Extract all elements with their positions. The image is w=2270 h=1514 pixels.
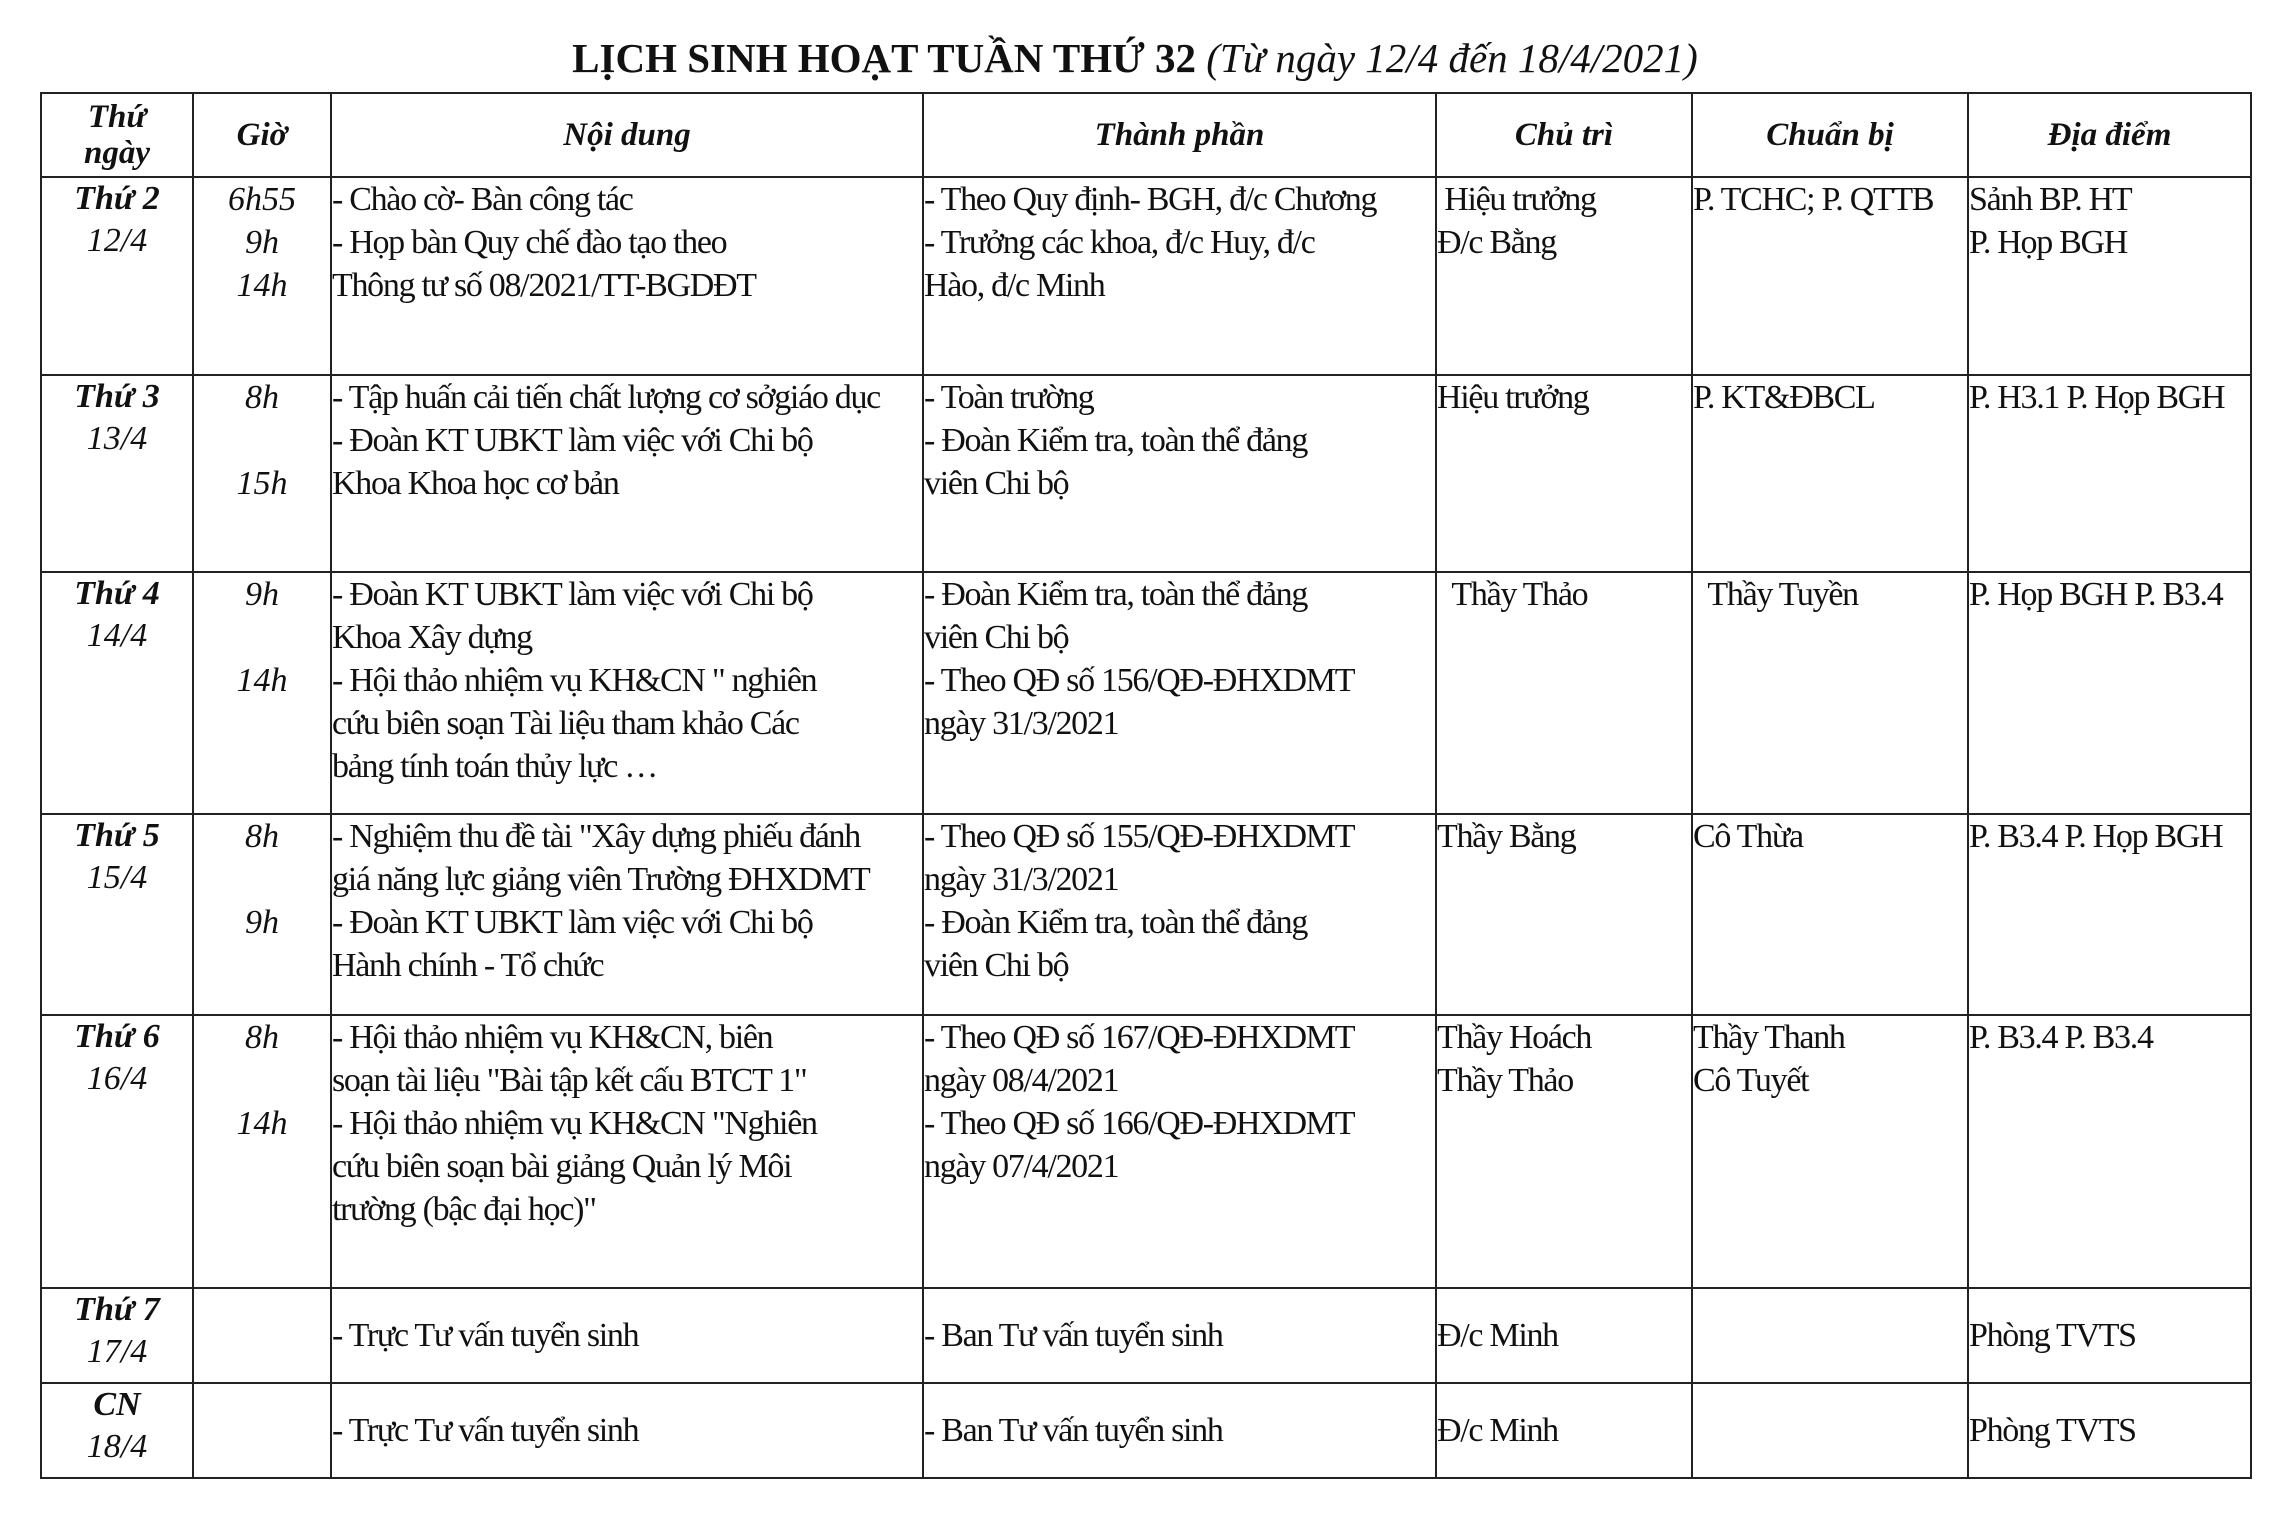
location-line: Phòng TVTS bbox=[1969, 1317, 2136, 1354]
time-line: 6h55 bbox=[228, 181, 296, 218]
location-line bbox=[2153, 1016, 2160, 1059]
chair-line bbox=[1583, 815, 1590, 858]
prepare-line: Cô Tuyết bbox=[1693, 1062, 1809, 1099]
time-line: 15h bbox=[236, 465, 288, 502]
location-line: P. B3.4 bbox=[1969, 818, 2058, 855]
content-cell bbox=[331, 814, 923, 1015]
time-line bbox=[194, 1145, 330, 1188]
day-cell bbox=[41, 1015, 193, 1288]
day-date: 17/4 bbox=[86, 1333, 148, 1370]
participants-line: - Ban Tư vấn tuyển sinh bbox=[924, 1317, 1223, 1354]
day-cell bbox=[41, 1288, 193, 1383]
chair-line bbox=[1588, 376, 1595, 419]
chair-cell bbox=[1436, 177, 1692, 375]
time-cell bbox=[193, 814, 331, 1015]
chair-line bbox=[1580, 1059, 1587, 1102]
day-cell bbox=[41, 375, 193, 572]
prepare-line bbox=[1803, 815, 1810, 858]
location-line: Sảnh B bbox=[1969, 181, 2061, 218]
header-day bbox=[41, 93, 193, 177]
chair-line bbox=[1573, 1059, 1580, 1102]
location-cell bbox=[1968, 375, 2251, 572]
schedule-row bbox=[41, 814, 2251, 1015]
location-line: P. B3.4 bbox=[2064, 1019, 2153, 1056]
prepare-line bbox=[1817, 815, 1824, 858]
day-cell bbox=[41, 1383, 193, 1478]
prepare-line bbox=[1865, 573, 1872, 616]
chair-line bbox=[1595, 573, 1602, 616]
chair-cell bbox=[1436, 1288, 1692, 1383]
time-cell bbox=[193, 177, 331, 375]
prepare-cell bbox=[1692, 1288, 1968, 1383]
prepare-line: Thầy Tuyền bbox=[1707, 576, 1858, 613]
day-date: 13/4 bbox=[86, 420, 148, 457]
prepare-line bbox=[1700, 573, 1707, 616]
content-line: giáo dục bbox=[774, 379, 880, 416]
content-line: cứu biên soạn bài giảng Quản lý Môi bbox=[332, 1148, 792, 1185]
time-line bbox=[194, 616, 330, 659]
location-line: P. Họp BGH bbox=[2066, 379, 2225, 416]
chair-cell bbox=[1436, 375, 1692, 572]
header-day-line1: Thứ bbox=[87, 99, 147, 135]
time-cell bbox=[193, 572, 331, 814]
schedule-title bbox=[0, 30, 2270, 86]
day-date: 18/4 bbox=[86, 1428, 148, 1465]
time-line bbox=[194, 1314, 330, 1357]
location-cell bbox=[1968, 1015, 2251, 1288]
location-cell bbox=[1968, 1288, 2251, 1383]
location-line bbox=[2160, 1016, 2167, 1059]
participants-cell bbox=[923, 572, 1436, 814]
day-name: CN bbox=[93, 1386, 141, 1423]
location-line: P. B3.4 bbox=[2134, 576, 2223, 613]
prepare-line bbox=[1933, 178, 1940, 221]
time-line: 14h bbox=[236, 662, 288, 699]
header-day-line2: ngày bbox=[84, 135, 150, 171]
prepare-line bbox=[1693, 573, 1700, 616]
schedule-row bbox=[41, 572, 2251, 814]
time-line bbox=[194, 505, 330, 548]
time-line bbox=[194, 1409, 330, 1452]
prepare-cell bbox=[1692, 814, 1968, 1015]
schedule-row bbox=[41, 1015, 2251, 1288]
time-cell bbox=[193, 1015, 331, 1288]
chair-line: Đ/c Bằng bbox=[1437, 224, 1556, 261]
location-line: P. HT bbox=[2060, 181, 2132, 218]
prepare-line bbox=[1693, 1409, 1700, 1452]
participants-line: Hào, đ/c Minh bbox=[924, 267, 1105, 304]
participants-line: ngày 07/4/2021 bbox=[924, 1148, 1119, 1185]
chair-line bbox=[1437, 178, 1444, 221]
content-line: - Trực Tư vấn tuyển sinh bbox=[332, 1317, 639, 1354]
participants-line: - Theo QĐ số 167/QĐ-ĐHXDMT bbox=[924, 1019, 1355, 1056]
content-line: bảng tính toán thủy lực … bbox=[332, 748, 657, 785]
prepare-line: Cô Thừa bbox=[1693, 818, 1803, 855]
chair-line bbox=[1590, 815, 1597, 858]
content-line: cứu biên soạn Tài liệu tham khảo Các bbox=[332, 705, 799, 742]
participants-cell bbox=[923, 1383, 1436, 1478]
participants-line: - Ban Tư vấn tuyển sinh bbox=[924, 1412, 1223, 1449]
chair-line: Hiệu trưởng bbox=[1437, 379, 1589, 416]
content-line: - Đoàn KT UBKT làm việc với Chi bộ bbox=[332, 576, 813, 613]
day-cell bbox=[41, 814, 193, 1015]
chair-cell bbox=[1436, 1383, 1692, 1478]
time-line bbox=[194, 307, 330, 350]
location-line bbox=[2127, 573, 2134, 616]
location-line: P. B3.4 bbox=[1969, 1019, 2058, 1056]
day-date: 12/4 bbox=[86, 222, 148, 259]
location-line: P. Họp BGH bbox=[1969, 576, 2127, 613]
content-line: Khoa Khoa học cơ bản bbox=[332, 465, 619, 502]
content-cell bbox=[331, 375, 923, 572]
time-line bbox=[194, 702, 330, 745]
prepare-line bbox=[1845, 1016, 1852, 1059]
participants-line bbox=[1093, 376, 1100, 419]
chair-line: Đ/c Minh bbox=[1437, 1412, 1558, 1449]
prepare-line bbox=[1693, 1314, 1700, 1357]
location-line bbox=[2222, 573, 2229, 616]
title-main: LỊCH SINH HOẠT TUẦN THỨ 32 bbox=[572, 35, 1197, 81]
prepare-cell bbox=[1692, 572, 1968, 814]
location-line bbox=[2230, 573, 2237, 616]
chair-line bbox=[1437, 573, 1444, 616]
participants-line bbox=[1118, 702, 1125, 745]
time-line bbox=[194, 858, 330, 901]
location-line: P. Họp BGH bbox=[2064, 818, 2223, 855]
chair-line: Thầy Bằng bbox=[1437, 818, 1576, 855]
participants-line: ngày 08/4/2021 bbox=[924, 1062, 1119, 1099]
chair-line bbox=[1575, 815, 1582, 858]
day-cell bbox=[41, 177, 193, 375]
content-line: - Trực Tư vấn tuyển sinh bbox=[332, 1412, 639, 1449]
time-line: 14h bbox=[236, 267, 288, 304]
prepare-line bbox=[1808, 1059, 1815, 1102]
participants-line: viên Chi bộ bbox=[924, 947, 1069, 984]
location-line bbox=[2057, 815, 2064, 858]
schedule-row bbox=[41, 1288, 2251, 1383]
time-line: 8h bbox=[245, 1019, 279, 1056]
content-line: trường (bậc đại học)" bbox=[332, 1191, 596, 1228]
title-date-range: (Từ ngày 12/4 đến 18/4/2021) bbox=[1206, 35, 1698, 81]
location-line bbox=[2222, 815, 2229, 858]
participants-line: - Theo QĐ số 156/QĐ-ĐHXDMT bbox=[924, 662, 1355, 699]
prepare-line bbox=[1889, 376, 1896, 419]
content-cell bbox=[331, 1015, 923, 1288]
participants-cell bbox=[923, 1015, 1436, 1288]
schedule-row bbox=[41, 375, 2251, 572]
location-line: P. Họp BGH bbox=[1969, 224, 2127, 261]
content-line: - Hội thảo nhiệm vụ KH&CN " nghiên bbox=[332, 662, 817, 699]
chair-line: Thầy Thảo bbox=[1437, 1062, 1573, 1099]
time-cell bbox=[193, 1288, 331, 1383]
time-line bbox=[194, 1059, 330, 1102]
time-cell bbox=[193, 375, 331, 572]
participants-line: - Đoàn Kiểm tra, toàn thể đảng bbox=[924, 904, 1308, 941]
chair-line bbox=[1556, 221, 1563, 264]
location-line bbox=[2059, 376, 2066, 419]
time-cell bbox=[193, 1383, 331, 1478]
time-line bbox=[194, 419, 330, 462]
chair-line: Hiệu trưởng bbox=[1444, 181, 1596, 218]
prepare-line bbox=[1875, 376, 1882, 419]
content-line: - Tập huấn cải tiến chất lượng cơ sở bbox=[332, 379, 775, 416]
prepare-line bbox=[1858, 573, 1865, 616]
participants-line: ngày 31/3/2021 bbox=[924, 861, 1119, 898]
participants-line: - BGH, đ/c Chương bbox=[1129, 181, 1377, 218]
participants-line: - Toàn trường bbox=[924, 379, 1094, 416]
prepare-line: Thầy Thanh bbox=[1693, 1019, 1845, 1056]
participants-line: viên Chi bộ bbox=[924, 465, 1069, 502]
prepare-cell bbox=[1692, 1015, 1968, 1288]
location-cell bbox=[1968, 1383, 2251, 1478]
schedule-row bbox=[41, 1383, 2251, 1478]
chair-line bbox=[1591, 1016, 1598, 1059]
day-date: 14/4 bbox=[86, 617, 148, 654]
day-cell bbox=[41, 572, 193, 814]
day-name: Thứ 6 bbox=[74, 1018, 160, 1055]
chair-line: Thầy Thảo bbox=[1451, 576, 1588, 613]
content-cell bbox=[331, 177, 923, 375]
chair-line bbox=[1587, 573, 1594, 616]
participants-line: - Đoàn Kiểm tra, toàn thể đảng bbox=[924, 576, 1308, 613]
content-line: - Họp bàn Quy chế đào tạo theo bbox=[332, 224, 727, 261]
day-name: Thứ 2 bbox=[74, 180, 160, 217]
content-line: Thông tư số 08/2021/TT-BGDĐT bbox=[332, 267, 756, 304]
header-time: Giờ bbox=[193, 93, 331, 177]
chair-line bbox=[1596, 376, 1603, 419]
time-line: 14h bbox=[236, 1105, 288, 1142]
header-prepare: Chuẩn bị bbox=[1692, 93, 1968, 177]
content-line: - Hội thảo nhiệm vụ KH&CN, biên bbox=[332, 1019, 773, 1056]
participants-line: - Theo Quy định bbox=[924, 181, 1130, 218]
chair-cell bbox=[1436, 814, 1692, 1015]
content-line: soạn tài liệu "Bài tập kết cấu BTCT 1" bbox=[332, 1062, 807, 1099]
content-line: - Chào cờ bbox=[332, 181, 454, 218]
participants-line: ngày 31/3/2021 bbox=[924, 705, 1119, 742]
participants-line: - Theo QĐ số 166/QĐ-ĐHXDMT bbox=[924, 1105, 1355, 1142]
content-line: Khoa Xây dựng bbox=[332, 619, 532, 656]
header-row bbox=[41, 93, 2251, 177]
time-line: 8h bbox=[245, 379, 279, 416]
location-line bbox=[2224, 376, 2231, 419]
prepare-cell bbox=[1692, 375, 1968, 572]
chair-line bbox=[1444, 573, 1451, 616]
location-cell bbox=[1968, 572, 2251, 814]
content-line: - Đoàn KT UBKT làm việc với Chi bộ bbox=[332, 422, 813, 459]
prepare-line bbox=[1940, 178, 1947, 221]
participants-cell bbox=[923, 375, 1436, 572]
day-date: 16/4 bbox=[86, 1060, 148, 1097]
time-line: 9h bbox=[245, 904, 279, 941]
day-name: Thứ 5 bbox=[74, 817, 160, 854]
participants-cell bbox=[923, 1288, 1436, 1383]
content-line: - Bàn công tác bbox=[453, 181, 633, 218]
time-line: 9h bbox=[245, 576, 279, 613]
participants-line: viên Chi bộ bbox=[924, 619, 1069, 656]
chair-line: Thầy Hoách bbox=[1437, 1019, 1592, 1056]
prepare-cell bbox=[1692, 1383, 1968, 1478]
location-cell bbox=[1968, 814, 2251, 1015]
participants-line: - Đoàn Kiểm tra, toàn thể đảng bbox=[924, 422, 1308, 459]
content-cell bbox=[331, 1288, 923, 1383]
schedule-table bbox=[40, 92, 2252, 1479]
participants-cell bbox=[923, 814, 1436, 1015]
prepare-cell bbox=[1692, 177, 1968, 375]
location-line bbox=[2057, 1016, 2064, 1059]
prepare-line bbox=[1948, 178, 1955, 221]
header-content: Nội dung bbox=[331, 93, 923, 177]
schedule-row bbox=[41, 177, 2251, 375]
chair-line bbox=[1603, 376, 1610, 419]
time-line: 8h bbox=[245, 818, 279, 855]
participants-line bbox=[1118, 1145, 1125, 1188]
day-name: Thứ 7 bbox=[74, 1291, 160, 1328]
content-line: giá năng lực giảng viên Trường ĐHXDMT bbox=[332, 861, 870, 898]
location-line: P. H3.1 bbox=[1969, 379, 2060, 416]
prepare-line bbox=[1882, 376, 1889, 419]
location-cell bbox=[1968, 177, 2251, 375]
header-chair: Chủ trì bbox=[1436, 93, 1692, 177]
chair-line: Đ/c Minh bbox=[1437, 1317, 1558, 1354]
participants-cell bbox=[923, 177, 1436, 375]
participants-line: - Trưởng các khoa, đ/c Huy, đ/c bbox=[924, 224, 1315, 261]
time-line bbox=[194, 944, 330, 987]
content-line: - Nghiệm thu đề tài "Xây dựng phiếu đánh bbox=[332, 818, 860, 855]
header-location: Địa điểm bbox=[1968, 93, 2251, 177]
header-participants: Thành phần bbox=[923, 93, 1436, 177]
time-line bbox=[194, 1188, 330, 1231]
content-cell bbox=[331, 572, 923, 814]
participants-line: - Theo QĐ số 155/QĐ-ĐHXDMT bbox=[924, 818, 1355, 855]
content-cell bbox=[331, 1383, 923, 1478]
prepare-line bbox=[1810, 815, 1817, 858]
content-line: - Hội thảo nhiệm vụ KH&CN "Nghiên bbox=[332, 1105, 817, 1142]
day-name: Thứ 4 bbox=[74, 575, 160, 612]
day-name: Thứ 3 bbox=[74, 378, 160, 415]
prepare-line bbox=[1815, 1059, 1822, 1102]
time-line bbox=[194, 745, 330, 788]
location-line bbox=[2127, 221, 2134, 264]
day-date: 15/4 bbox=[86, 859, 148, 896]
content-line: Hành chính - Tổ chức bbox=[332, 947, 604, 984]
content-line: - Đoàn KT UBKT làm việc với Chi bộ bbox=[332, 904, 813, 941]
location-line: Phòng TVTS bbox=[1969, 1412, 2136, 1449]
prepare-line: P. TCHC; P. QTTB bbox=[1693, 181, 1934, 218]
chair-cell bbox=[1436, 1015, 1692, 1288]
prepare-line: P. KT&ĐBCL bbox=[1693, 379, 1875, 416]
chair-cell bbox=[1436, 572, 1692, 814]
time-line: 9h bbox=[245, 224, 279, 261]
